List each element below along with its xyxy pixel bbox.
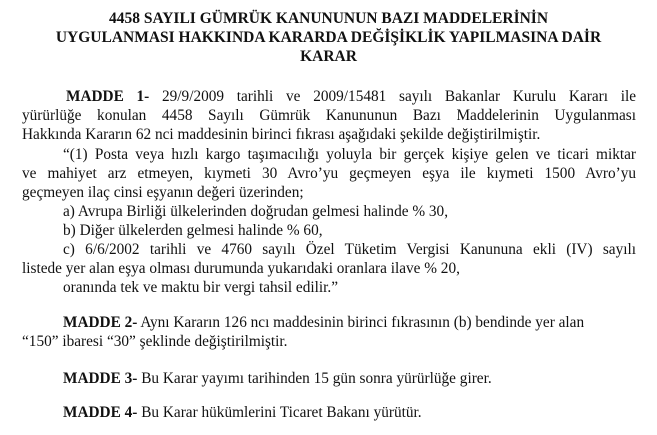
madde-1-label: MADDE 1- xyxy=(66,88,150,105)
madde-1-line-2: yürürlüğe konulan 4458 Sayılı Gümrük Kanununun Bazı Maddelerinin Uygulanması xyxy=(22,107,636,124)
madde-2-line-1 xyxy=(63,314,584,332)
item-c-line-2: listede yer alan eşya olması durumunda yukarıdaki oranlara ilave % 20, xyxy=(22,260,460,277)
title-line-3: KARAR xyxy=(300,48,357,65)
madde-2-line-2: “150” ibaresi “30” şeklinde değiştirilmiştir. xyxy=(22,333,288,350)
quote-line-1: “(1) Posta veya hızlı kargo taşımacılığı yoluyla bir gerçek kişiye gelen ve ticari miktar xyxy=(63,146,636,163)
madde-1-line-1 xyxy=(66,88,636,106)
item-b: b) Diğer ülkelerden gelmesi halinde % 60, xyxy=(63,222,323,239)
quote-end: oranında tek ve maktu bir vergi tahsil edilir.” xyxy=(63,279,338,296)
madde-3-line xyxy=(63,370,492,388)
quote-line-2: ve mahiyet arz etmeyen, kıymeti 30 Avro’yu geçmeyen eşya ile kıymeti 1500 Avro’yu xyxy=(22,165,636,182)
madde-4-label: MADDE 4- xyxy=(63,404,138,421)
madde-2-label: MADDE 2- xyxy=(63,314,138,331)
madde-3-text: Bu Karar yayımı tarihinden 15 gün sonra yürürlüğe girer. xyxy=(141,370,492,387)
quote-line-3: geçmeyen ilaç cinsi eşyanın değeri üzerinden; xyxy=(22,184,304,201)
item-a: a) Avrupa Birliği ülkelerinden doğrudan gelmesi halinde % 30, xyxy=(63,203,449,220)
madde-2-text-1: Aynı Kararın 126 ncı maddesinin birinci fıkrasının (b) bendinde yer alan xyxy=(140,314,585,331)
madde-1-line-3: Hakkında Kararın 62 nci maddesinin birinci fıkrası aşağıdaki şekilde değiştirilmiştir. xyxy=(22,126,541,143)
madde-3-label: MADDE 3- xyxy=(63,370,138,387)
madde-4-text: Bu Karar hükümlerini Ticaret Bakanı yürütür. xyxy=(141,404,422,421)
title-line-1: 4458 SAYILI GÜMRÜK KANUNUNUN BAZI MADDELERİNİN xyxy=(108,10,549,27)
madde-4-line xyxy=(63,404,422,422)
title-line-2: UYGULANMASI HAKKINDA KARARDA DEĞİŞİKLİK YAPILMASINA DAİR xyxy=(55,29,602,46)
item-c-line-1: c) 6/6/2002 tarihli ve 4760 sayılı Özel Tüketim Vergisi Kanununa ekli (IV) sayılı xyxy=(63,241,636,258)
madde-1-text-1: 29/9/2009 tarihli ve 2009/15481 sayılı Bakanlar Kurulu Kararı ile xyxy=(162,88,636,105)
